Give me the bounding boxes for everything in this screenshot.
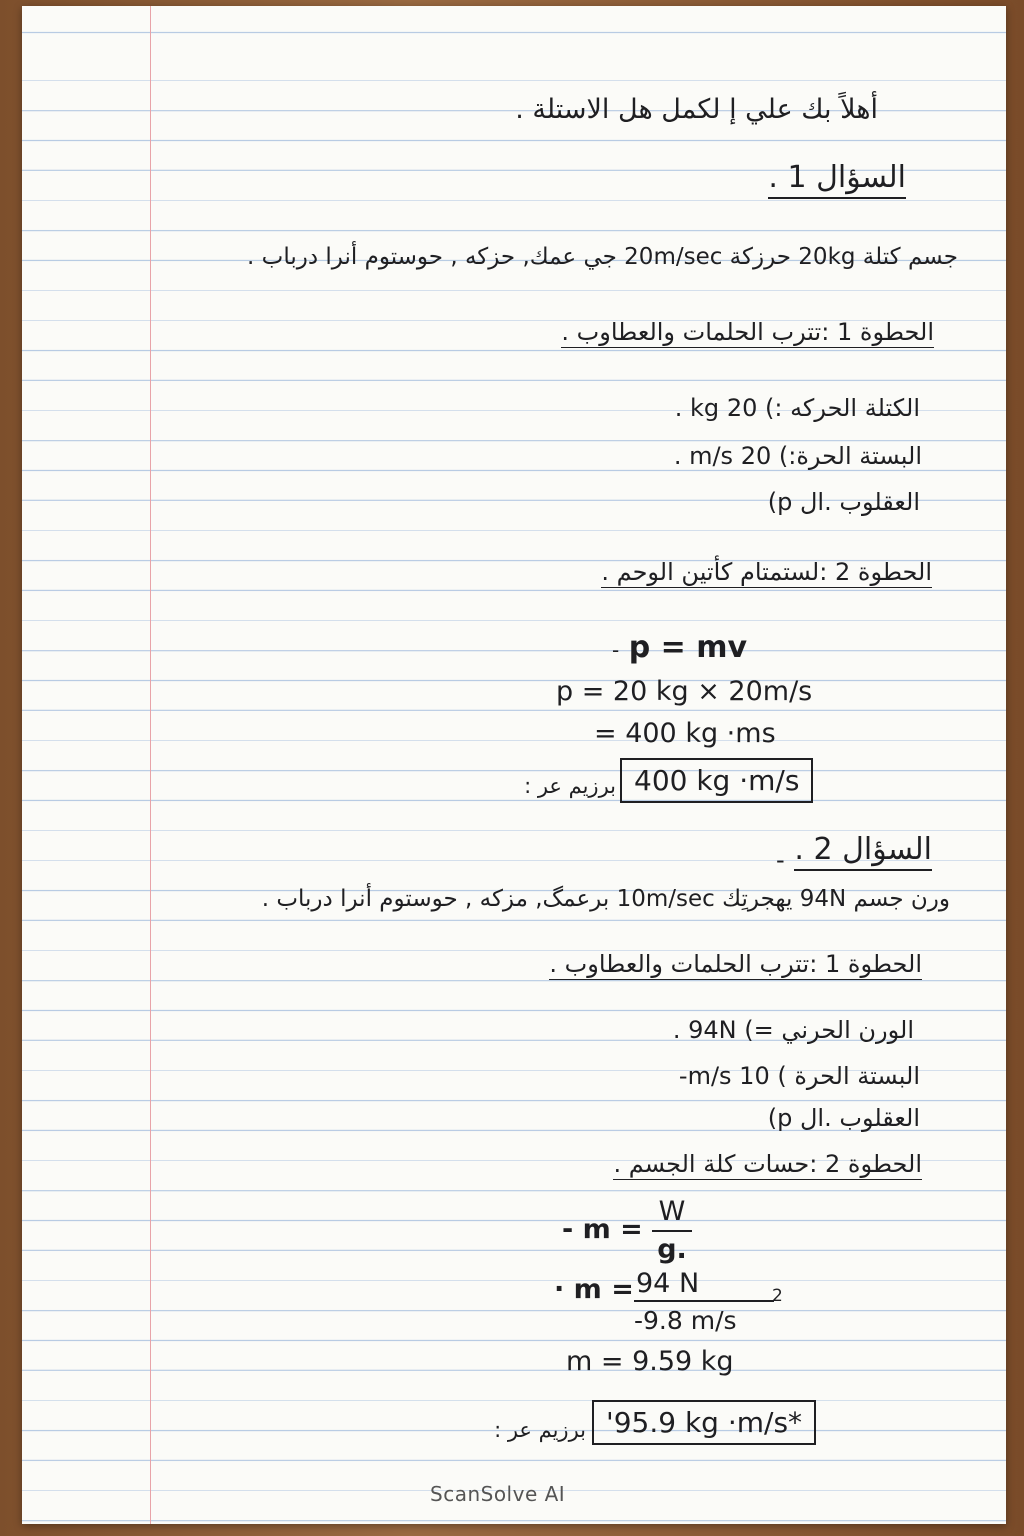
- q2-heading-prefix: -: [776, 846, 785, 874]
- q1-unknown-line: العقلوب .ال p): [767, 488, 920, 516]
- q2-formula-denominator: g.: [657, 1234, 687, 1265]
- q2-sub-denominator: -9.8 m/s: [634, 1306, 737, 1335]
- q2-sub-lhs: [554, 1274, 634, 1305]
- question-1-heading: السؤال 1 .: [768, 160, 906, 199]
- q2-step-2-title: الحطوة 2 :حسات كلة الجسم .: [613, 1150, 922, 1178]
- question-2-statement: ورن جسم 94N يهجرتِك 10m/sec برعمگ, مزكه , حوستوم أنرا درباب .: [261, 886, 950, 912]
- q2-answer-box: '95.9 kg ·m/s*: [592, 1400, 816, 1445]
- question-2-heading: السؤال 2 .: [794, 832, 932, 871]
- q2-formula-lhs-text: - m =: [562, 1214, 643, 1245]
- lined-paper: [22, 6, 1006, 1524]
- q1-result: = 400 kg ·ms: [594, 718, 776, 749]
- q2-step-1-title: الحطوة 1 :تترب الحلمات والعطاوب .: [549, 950, 922, 978]
- q2-formula-fraction-bar: [652, 1230, 692, 1232]
- question-1-statement: جسم كتلة 20kg حرزكة 20m/sec جي عمك, حزكه , حوستوم أنرا درباب .: [247, 244, 958, 270]
- q2-weight-line: الورن الحرني =) 94N .: [672, 1016, 914, 1044]
- q1-mass-line: الكتلة الحركه :) 20 kg .: [674, 394, 920, 422]
- q2-result: m = 9.59 kg: [566, 1346, 734, 1377]
- q2-sub-lhs-text: · m =: [554, 1274, 634, 1305]
- q1-formula-prefix: -: [612, 638, 620, 662]
- q2-velocity-line: البستة الحرة ) 10 m/s-: [678, 1062, 920, 1090]
- margin-line: [150, 6, 151, 1524]
- intro-line: أهلاً بك علي إ لكمل هل الاستلة .: [515, 94, 878, 125]
- q2-sub-fraction-bar: [634, 1300, 774, 1302]
- q2-unknown-line: العقلوب .ال p): [767, 1104, 920, 1132]
- q2-answer-label: برزيم عر :: [494, 1418, 586, 1442]
- q1-velocity-line: البستة الحرة:) 20 m/s .: [673, 442, 922, 470]
- q2-sub-exponent: 2: [772, 1286, 783, 1306]
- q1-answer-box: 400 kg ·m/s: [620, 758, 813, 803]
- q1-formula: [612, 630, 747, 665]
- q2-sub-numerator: 94 N: [636, 1268, 700, 1299]
- q1-substitution: p = 20 kg × 20m/s: [556, 676, 813, 707]
- q1-answer-label: برزيم عر :: [524, 774, 616, 798]
- q2-formula-numerator: W: [658, 1196, 686, 1227]
- q1-formula-text: p = mv: [628, 630, 748, 665]
- q1-step-2-title: الحطوة 2 :لستمتام كأتين الوحم .: [601, 558, 932, 586]
- q1-step-1-title: الحطوة 1 :تترب الحلمات والعطاوب .: [561, 318, 934, 346]
- scansolve-footer: ScanSolve AI: [430, 1482, 566, 1506]
- q2-formula-lhs: [562, 1214, 643, 1245]
